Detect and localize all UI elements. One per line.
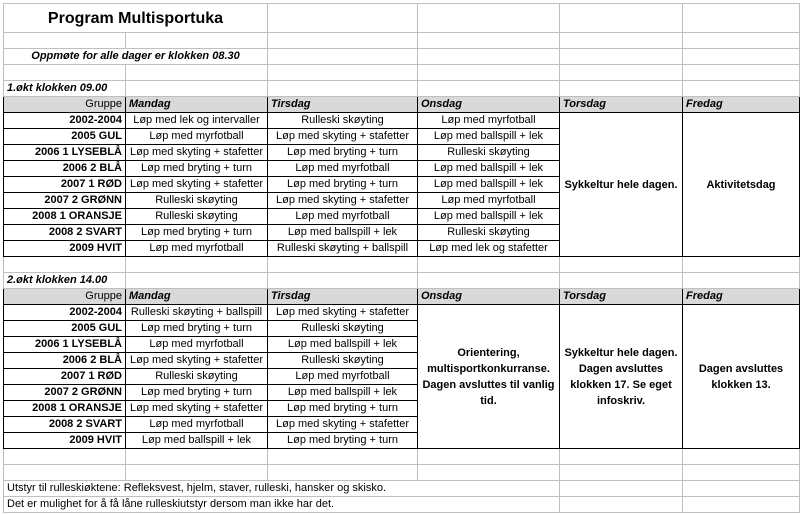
group-cell: 2008 2 SVART — [4, 225, 126, 241]
monday-cell: Rulleski skøyting + ballspill — [126, 305, 268, 321]
friday-activity: Aktivitetsdag — [683, 113, 800, 257]
wednesday-cell: Løp med myrfotball — [418, 193, 560, 209]
monday-cell: Løp med myrfotball — [126, 129, 268, 145]
monday-cell: Løp med skyting + stafetter — [126, 353, 268, 369]
wednesday-cell: Løp med ballspill + lek — [418, 161, 560, 177]
monday-cell: Løp med bryting + turn — [126, 161, 268, 177]
wednesday-cell: Løp med ballspill + lek — [418, 129, 560, 145]
monday-cell: Rulleski skøyting — [126, 369, 268, 385]
loan-note: Det er mulighet for å få låne rulleskiutstyr dersom man ikke har det. — [4, 497, 560, 513]
group-cell: 2005 GUL — [4, 321, 126, 337]
wednesday-cell: Løp med ballspill + lek — [418, 177, 560, 193]
tuesday-cell: Løp med bryting + turn — [268, 401, 418, 417]
monday-cell: Løp med myrfotball — [126, 241, 268, 257]
monday-cell: Løp med bryting + turn — [126, 225, 268, 241]
monday-cell: Løp med lek og intervaller — [126, 113, 268, 129]
group-cell: 2007 2 GRØNN — [4, 385, 126, 401]
header-tirsdag: Tirsdag — [268, 289, 418, 305]
header-onsdag: Onsdag — [418, 289, 560, 305]
header-fredag: Fredag — [683, 289, 800, 305]
group-cell: 2006 1 LYSEBLÅ — [4, 145, 126, 161]
tuesday-cell: Løp med skyting + stafetter — [268, 417, 418, 433]
header-gruppe: Gruppe — [4, 97, 126, 113]
header-torsdag: Torsdag — [560, 289, 683, 305]
wednesday-cell: Rulleski skøyting — [418, 145, 560, 161]
tuesday-cell: Rulleski skøyting + ballspill — [268, 241, 418, 257]
tuesday-cell: Løp med skyting + stafetter — [268, 193, 418, 209]
equipment-note: Utstyr til rulleskiøktene: Refleksvest, hjelm, staver, rulleski, hansker og skisko. — [4, 481, 560, 497]
tuesday-cell: Løp med myrfotball — [268, 209, 418, 225]
monday-cell: Løp med bryting + turn — [126, 385, 268, 401]
group-cell: 2002-2004 — [4, 305, 126, 321]
monday-cell: Løp med skyting + stafetter — [126, 145, 268, 161]
wednesday-cell: Rulleski skøyting — [418, 225, 560, 241]
group-cell: 2006 2 BLÅ — [4, 353, 126, 369]
tuesday-cell: Løp med ballspill + lek — [268, 225, 418, 241]
table-row — [4, 113, 800, 129]
session1-header-row — [4, 97, 800, 113]
header-mandag: Mandag — [126, 97, 268, 113]
wednesday-activity: Orientering, multisportkonkurranse. Dagen avsluttes til vanlig tid. — [418, 305, 560, 449]
header-gruppe: Gruppe — [4, 289, 126, 305]
spreadsheet — [3, 3, 800, 513]
session1-label: 1.økt klokken 09.00 — [4, 81, 126, 97]
monday-cell: Løp med bryting + turn — [126, 321, 268, 337]
tuesday-cell: Løp med bryting + turn — [268, 433, 418, 449]
group-cell: 2006 2 BLÅ — [4, 161, 126, 177]
monday-cell: Løp med myrfotball — [126, 417, 268, 433]
thursday-activity: Sykkeltur hele dagen. — [560, 113, 683, 257]
tuesday-cell: Rulleski skøyting — [268, 113, 418, 129]
header-onsdag: Onsdag — [418, 97, 560, 113]
group-cell: 2007 2 GRØNN — [4, 193, 126, 209]
page-title: Program Multisportuka — [4, 4, 268, 33]
group-cell: 2005 GUL — [4, 129, 126, 145]
tuesday-cell: Løp med myrfotball — [268, 161, 418, 177]
friday-activity: Dagen avsluttes klokken 13. — [683, 305, 800, 449]
group-cell: 2008 1 ORANSJE — [4, 209, 126, 225]
schedule-table — [3, 3, 800, 513]
tuesday-cell: Løp med skyting + stafetter — [268, 129, 418, 145]
group-cell: 2009 HVIT — [4, 433, 126, 449]
monday-cell: Løp med skyting + stafetter — [126, 177, 268, 193]
tuesday-cell: Løp med myrfotball — [268, 369, 418, 385]
wednesday-cell: Løp med lek og stafetter — [418, 241, 560, 257]
subtitle: Oppmøte for alle dager er klokken 08.30 — [4, 49, 268, 65]
monday-cell: Løp med skyting + stafetter — [126, 401, 268, 417]
thursday-activity: Sykkeltur hele dagen. Dagen avsluttes klokken 17. Se eget infoskriv. — [560, 305, 683, 449]
tuesday-cell: Løp med skyting + stafetter — [268, 305, 418, 321]
wednesday-cell: Løp med myrfotball — [418, 113, 560, 129]
tuesday-cell: Løp med ballspill + lek — [268, 337, 418, 353]
tuesday-cell: Løp med bryting + turn — [268, 145, 418, 161]
monday-cell: Løp med myrfotball — [126, 337, 268, 353]
tuesday-cell: Rulleski skøyting — [268, 353, 418, 369]
table-row — [4, 305, 800, 321]
group-cell: 2009 HVIT — [4, 241, 126, 257]
session2-header-row — [4, 289, 800, 305]
header-torsdag: Torsdag — [560, 97, 683, 113]
wednesday-cell: Løp med ballspill + lek — [418, 209, 560, 225]
group-cell: 2002-2004 — [4, 113, 126, 129]
tuesday-cell: Løp med ballspill + lek — [268, 385, 418, 401]
group-cell: 2007 1 RØD — [4, 369, 126, 385]
tuesday-cell: Løp med bryting + turn — [268, 177, 418, 193]
header-mandag: Mandag — [126, 289, 268, 305]
group-cell: 2008 1 ORANSJE — [4, 401, 126, 417]
group-cell: 2006 1 LYSEBLÅ — [4, 337, 126, 353]
group-cell: 2008 2 SVART — [4, 417, 126, 433]
monday-cell: Løp med ballspill + lek — [126, 433, 268, 449]
tuesday-cell: Rulleski skøyting — [268, 321, 418, 337]
monday-cell: Rulleski skøyting — [126, 193, 268, 209]
header-tirsdag: Tirsdag — [268, 97, 418, 113]
header-fredag: Fredag — [683, 97, 800, 113]
session2-label: 2.økt klokken 14.00 — [4, 273, 126, 289]
group-cell: 2007 1 RØD — [4, 177, 126, 193]
monday-cell: Rulleski skøyting — [126, 209, 268, 225]
